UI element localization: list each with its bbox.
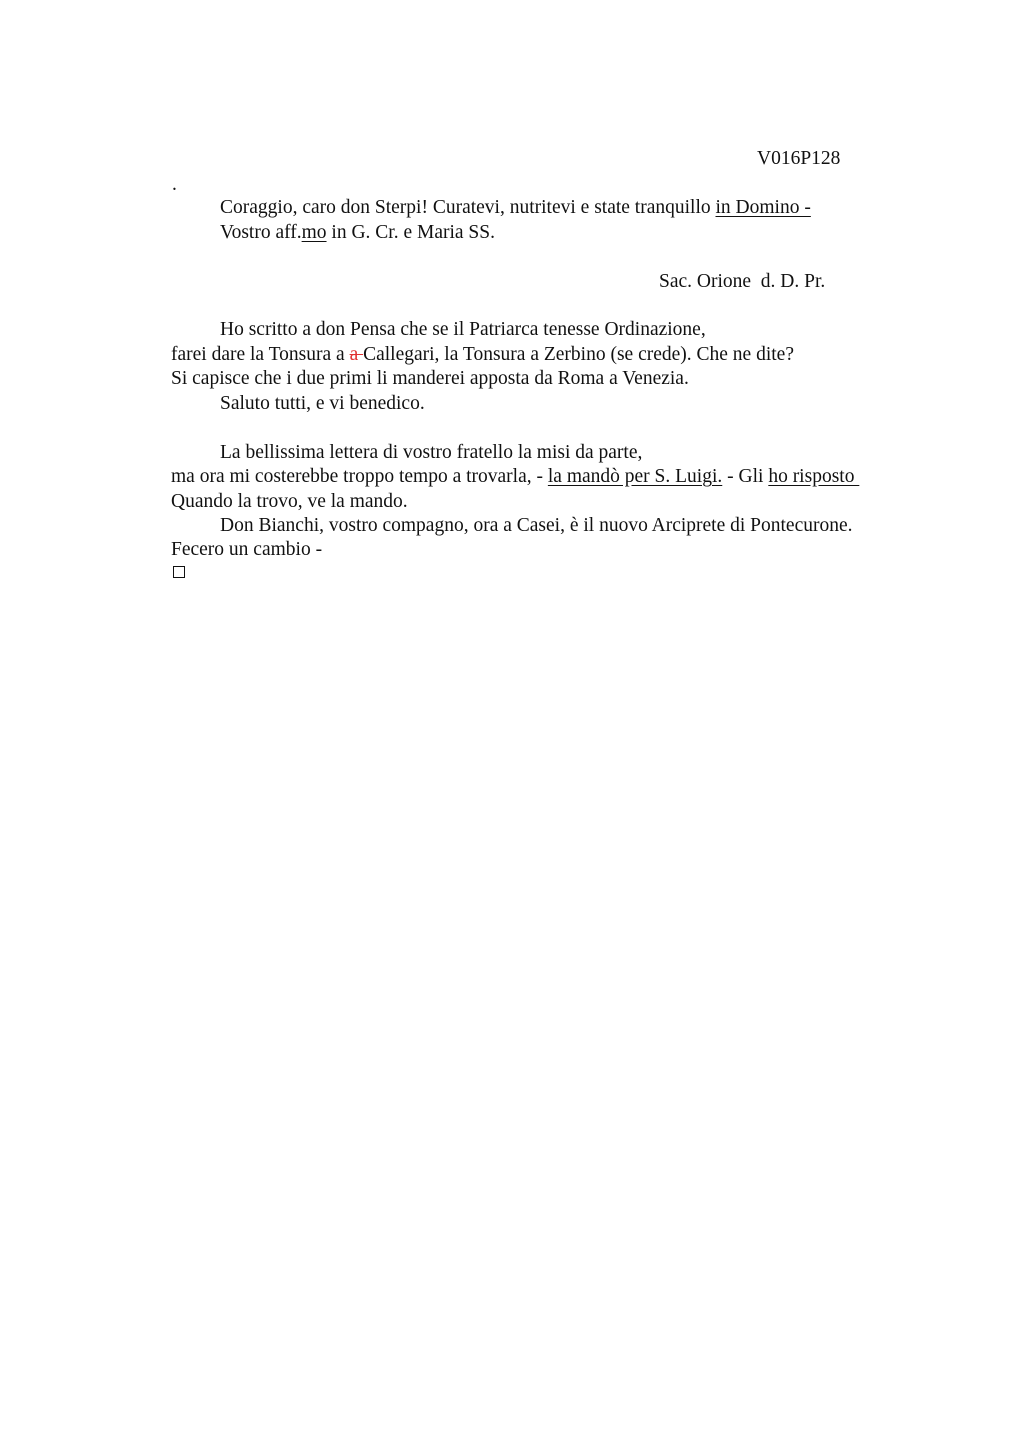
- square-symbol: [173, 566, 185, 578]
- para1-line-3: Si capisce che i due primi li manderei apposta da Roma a Venezia.: [171, 368, 689, 389]
- greeting-text: Coraggio, caro don Sterpi! Curatevi, nutritevi e state tranquillo: [220, 197, 716, 218]
- para1-text-a: farei dare la Tonsura a: [171, 344, 350, 365]
- closing-text: Vostro aff.: [220, 222, 302, 243]
- para1-line-4: Saluto tutti, e vi benedico.: [220, 393, 425, 414]
- para1-line-1: Ho scritto a don Pensa che se il Patriarca tenesse Ordinazione,: [220, 319, 706, 340]
- underlined-ho-risposto: ho risposto: [768, 466, 860, 487]
- para2-line-4: Don Bianchi, vostro compagno, ora a Casei, è il nuovo Arciprete di Pontecurone.: [220, 515, 853, 536]
- page-id: V016P128: [757, 148, 841, 169]
- para2-line-3: Quando la trovo, ve la mando.: [171, 491, 408, 512]
- para2-line-2: [171, 465, 859, 489]
- para2-line-1: La bellissima lettera di vostro fratello la misi da parte,: [220, 442, 643, 463]
- closing-text-end: in G. Cr. e Maria SS.: [326, 222, 495, 243]
- para2-text-b: - Gli: [722, 466, 769, 487]
- signature: Sac. Orione d. D. Pr.: [659, 271, 826, 292]
- greeting-line-1: [220, 196, 811, 220]
- underlined-la-mando: la mandò per S. Luigi.: [547, 466, 723, 487]
- para2-line-5: Fecero un cambio -: [171, 539, 323, 560]
- para1-line-2: [171, 343, 794, 367]
- greeting-line-2: [220, 221, 495, 245]
- para1-text-b: Callegari, la Tonsura a Zerbino (se crede). Che ne dite?: [363, 344, 794, 365]
- deleted-word: a: [349, 344, 364, 365]
- underlined-mo: mo: [301, 222, 327, 243]
- underlined-in-domino: in Domino -: [715, 197, 811, 218]
- stray-dot: .: [172, 174, 177, 195]
- para2-text-a: ma ora mi costerebbe troppo tempo a trovarla, -: [171, 466, 548, 487]
